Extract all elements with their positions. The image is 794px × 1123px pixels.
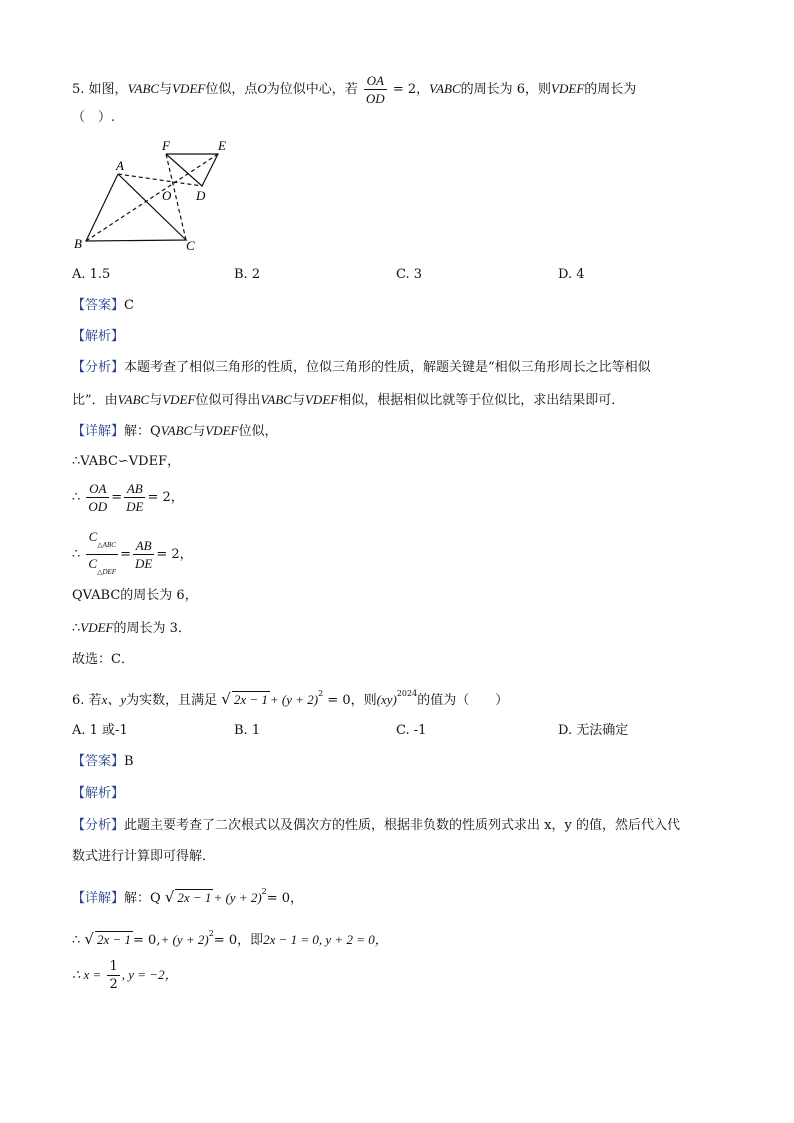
line-ad [118,174,202,186]
q6-fenxi-line-2: 数式进行计算即可得解． [72,849,216,864]
question-number: 5. [72,82,85,97]
stem-text: 为位似中心，若 [266,82,358,97]
q6-analysis-tag: 【解析】 [72,786,125,801]
triangle-def: VDEF [551,81,585,96]
similar-triangles-figure [72,136,242,256]
stem-text: 位似，点 [205,82,258,97]
label-f: F [162,138,170,153]
q5-fenxi-line-2: 比”．由VABC与VDEF位似可得出VABC与VDEF相似，根据相似比就等于位似比，求出结果即可． [72,392,625,408]
q5-analysis-tag: 【解析】 [72,329,125,344]
label-a: A [116,158,124,173]
q6-step-1: ∴ √ $2x - 1 = 0,+ (y + 2)^2= 0$，即2x − 1 = 0, y + 2 = 0， [72,929,388,948]
q5-option-d: D. 4 [558,267,585,282]
q5-answer: 【答案】C [72,298,134,313]
q6-option-a: A. 1 或-1 [72,723,128,738]
stem-text: 的周长为 [584,82,637,97]
triangle-abc-shape [86,174,186,241]
triangle-abc: VABC [429,81,461,96]
q5-option-b: B. 2 [234,267,261,282]
q5-fenxi-line-1: 【分析】本题考查了相似三角形的性质，位似三角形的性质，解题关键是“相似三角形周长之比等相似 [72,360,651,375]
triangle-def: VDEF [172,81,206,96]
stem-text: = 2， [392,82,430,97]
q6-option-b: B. 1 [234,723,261,738]
label-d: D [196,188,206,203]
q5-step-1: ∴VABC∽VDEF， [72,454,181,469]
label-c: C [186,238,195,253]
q5-blank: （ ）. [72,110,116,125]
ratio-fraction: $\frac{OA}{OD}$ [365,73,385,106]
stem-text: 的周长为 6，则 [460,82,552,97]
label-o: O [162,188,172,203]
q5-detail-line-1: 【详解】解：QVABC与VDEF位似， [72,423,278,439]
q5-step-4: QVABC的周长为 6， [72,588,198,603]
label-e: E [218,138,226,153]
q5-option-a: A. 1.5 [72,267,111,282]
q6-detail-line-1: 【详解】解：Q √ $2x - 1 + (y + 2)^2= 0$， [72,887,304,906]
q6-fenxi-line-1: 【分析】此题主要考查了二次根式以及偶次方的性质，根据非负数的性质列式求出 x，y 的值，然后代入代 [72,818,680,833]
q6-option-c: C. -1 [396,723,427,738]
q5-option-c: C. 3 [396,267,423,282]
q5-step-3: ∴ $\frac{C_{\triangle ABC}}{C_{\triangle DEF}}$ = $\frac{AB}{DE}$ = 2， [72,529,193,576]
q6-option-d: D. 无法确定 [558,723,629,738]
q5-step-5: ∴VDEF的周长为 3． [72,620,191,636]
triangle-abc: VABC [127,81,160,96]
q6-stem: 6. 若x、y为实数，且满足 √ $2x - 1 + (y + 2)^2 = 0$，则(xy)$^{2024}$的值为（ ） [72,689,509,708]
q5-step-2: ∴ $\frac{OA}{OD}$ = $\frac{AB}{DE}$ = 2， [72,481,184,514]
q6-step-2: ∴ x = $\frac{1}{2}$ , y = −2， [72,959,178,992]
stem-text: 与 [159,82,173,97]
q6-answer: 【答案】B [72,754,134,769]
q5-stem-line-1 [72,72,636,107]
point-o: O [257,81,267,96]
label-b: B [74,236,82,251]
stem-text: 如图， [88,82,128,97]
q5-choose: 故选：C． [72,652,134,667]
